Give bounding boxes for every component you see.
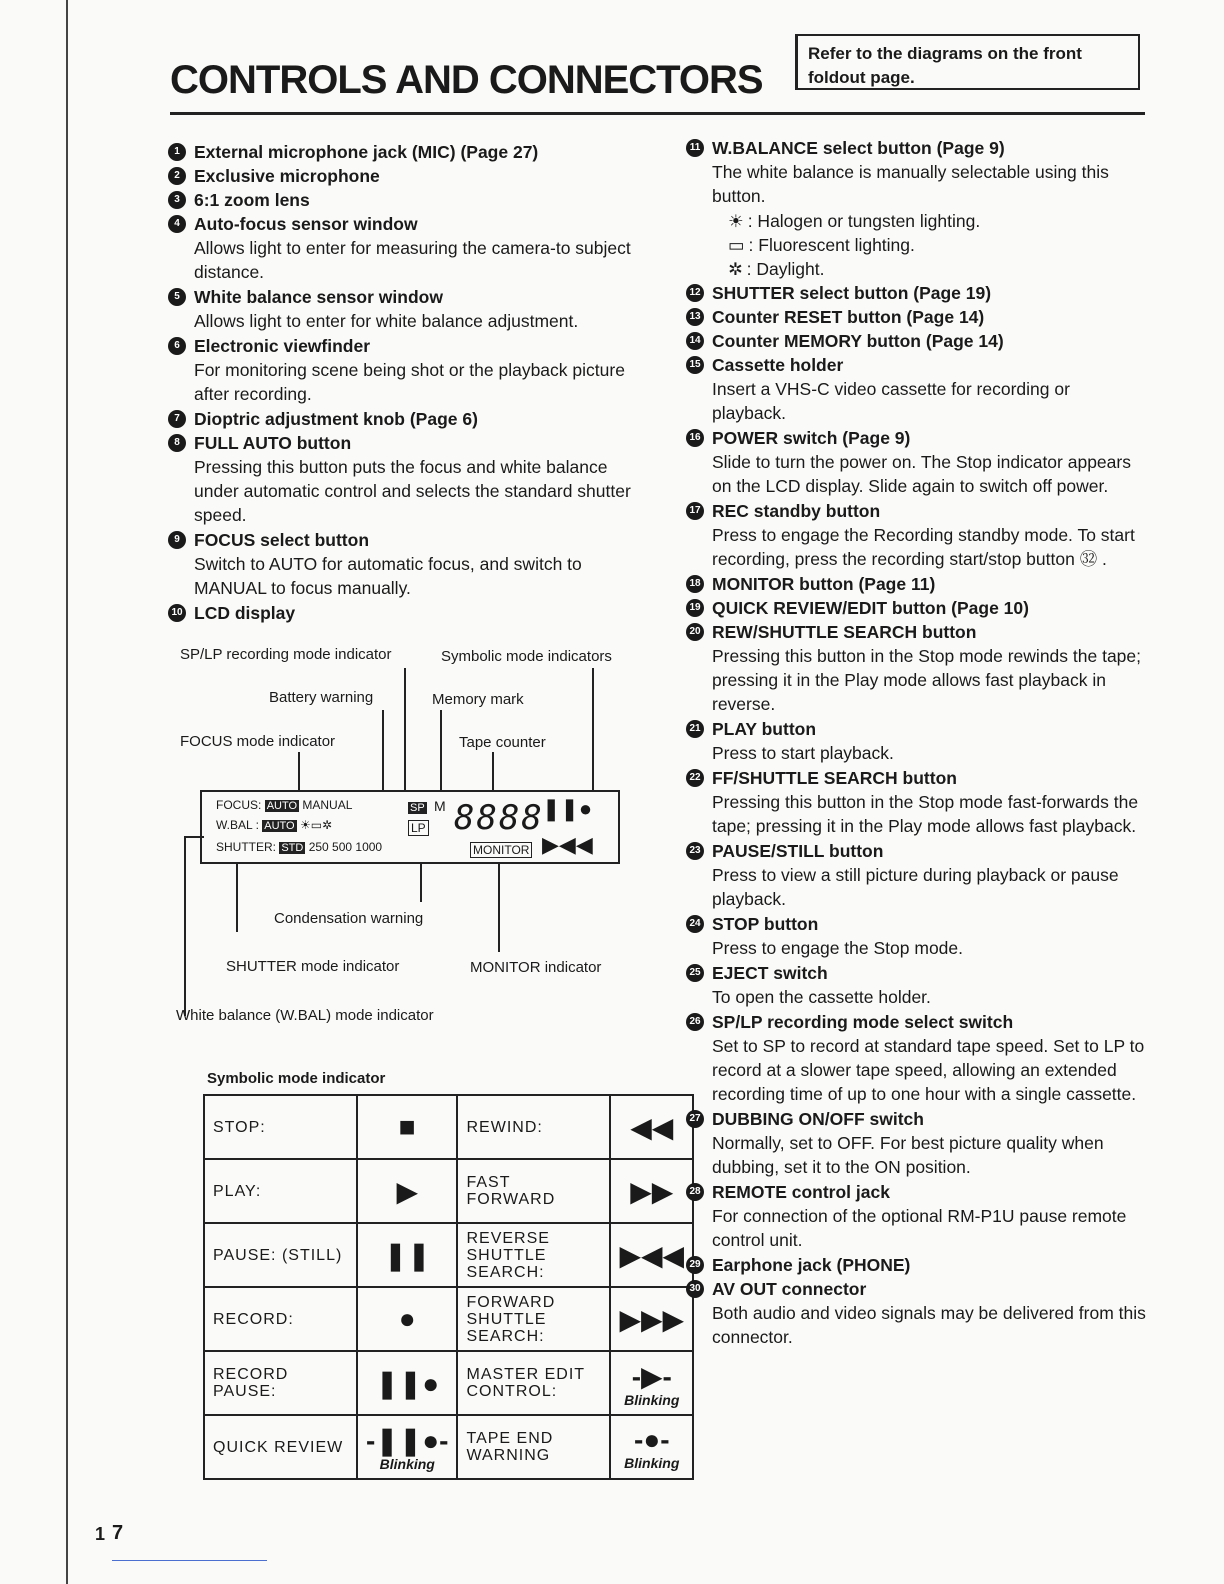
item-description: Pressing this button puts the focus and white balance under automatic control and selects the standard shutter speed. xyxy=(194,457,631,525)
item-number-badge: 10 xyxy=(168,604,186,622)
list-item xyxy=(686,281,1148,305)
item-number-badge: 8 xyxy=(168,434,186,452)
mode-name-cell xyxy=(204,1351,357,1415)
item-number-badge: 23 xyxy=(686,842,704,860)
leader-shutter xyxy=(236,862,238,932)
lcd-focus-auto: AUTO xyxy=(266,800,298,812)
item-description: The white balance is manually selectable using this button. xyxy=(712,162,1109,206)
lcd-diagram xyxy=(170,640,640,1030)
item-label: FULL AUTO button xyxy=(194,433,352,453)
item-label: EJECT switch xyxy=(712,963,828,983)
mode-symbol-icon: -●- xyxy=(634,1424,670,1455)
mode-name-cell xyxy=(457,1159,610,1223)
item-label: REW/SHUTTLE SEARCH button xyxy=(712,622,977,642)
leader-wbal-h xyxy=(184,836,204,838)
list-item xyxy=(686,620,1148,644)
lcd-wbal-row xyxy=(216,818,332,832)
title-rule xyxy=(170,112,1145,115)
leader-wbal xyxy=(184,836,186,1016)
mode-symbol-cell xyxy=(610,1415,693,1479)
lcd-monitor: MONITOR xyxy=(470,842,532,858)
lcd-sp xyxy=(408,800,427,814)
mode-symbol-cell xyxy=(610,1095,693,1159)
item-description: Both audio and video signals may be delivered from this connector. xyxy=(712,1303,1146,1347)
list-item xyxy=(168,140,638,164)
list-item xyxy=(686,1180,1148,1204)
leader-monitor xyxy=(498,862,500,952)
item-description: Switch to AUTO for automatic focus, and switch to MANUAL to focus manually. xyxy=(194,554,582,598)
lcd-shutter-row xyxy=(216,840,382,854)
item-description: Slide to turn the power on. The Stop indicator appears on the LCD display. Slide again to switch off power. xyxy=(712,452,1131,496)
page-number: 7 xyxy=(112,1522,124,1544)
mode-symbol-icon: -❚❚●- xyxy=(366,1424,449,1456)
lcd-focus-row xyxy=(216,798,352,812)
list-item xyxy=(168,601,638,625)
refer-note-box: Refer to the diagrams on the front foldout page. xyxy=(795,34,1140,90)
lcd-counter: 8888 xyxy=(454,798,544,838)
list-item xyxy=(686,1277,1148,1301)
list-item xyxy=(686,961,1148,985)
page-margin-number: 1 xyxy=(95,1524,106,1544)
item-label: STOP button xyxy=(712,914,819,934)
mode-name-cell xyxy=(204,1159,357,1223)
item-description: Press to engage the Stop mode. xyxy=(712,938,963,958)
mode-name-cell xyxy=(457,1223,610,1287)
mode-name-cell xyxy=(457,1351,610,1415)
leader-condensation xyxy=(420,862,422,902)
item-label: FF/SHUTTLE SEARCH button xyxy=(712,768,957,788)
lcd-sp-text: SP xyxy=(410,802,425,814)
mode-name: QUICK REVIEW xyxy=(213,1438,344,1456)
item-label: Counter MEMORY button (Page 14) xyxy=(712,331,1004,351)
item-description: Normally, set to OFF. For best picture quality when dubbing, set it to the ON position. xyxy=(712,1133,1104,1177)
mode-name-cell xyxy=(204,1415,357,1479)
item-label: Counter RESET button (Page 14) xyxy=(712,307,985,327)
mode-name-cell xyxy=(457,1415,610,1479)
label-monitor-ind: MONITOR indicator xyxy=(470,959,602,976)
mode-name: PAUSE: (STILL) xyxy=(213,1246,343,1264)
mode-name: TAPE END WARNING xyxy=(466,1430,554,1464)
item-label: Electronic viewfinder xyxy=(194,336,371,356)
lcd-memory-m: M xyxy=(434,798,446,814)
list-item xyxy=(686,329,1148,353)
lcd-shutter-speeds: 250 500 1000 xyxy=(308,840,383,854)
mode-symbol-cell xyxy=(357,1095,457,1159)
leader-battery xyxy=(382,710,384,792)
page-title: CONTROLS AND CONNECTORS xyxy=(170,58,763,102)
lcd-focus-label: FOCUS: xyxy=(216,798,262,812)
item-label: Exclusive microphone xyxy=(194,166,380,186)
item-label: PAUSE/STILL button xyxy=(712,841,884,861)
lcd-focus-manual: MANUAL xyxy=(302,798,353,812)
mode-name: FAST FORWARD xyxy=(466,1174,556,1208)
list-item xyxy=(686,426,1148,450)
mode-name-cell xyxy=(204,1223,357,1287)
mode-symbol-cell xyxy=(610,1159,693,1223)
item-label: PLAY button xyxy=(712,719,817,739)
item-label: SP/LP recording mode select switch xyxy=(712,1012,1014,1032)
label-memory: Memory mark xyxy=(432,691,524,708)
lcd-wbal-icons: ☀▭✲ xyxy=(299,818,333,832)
item-number-badge: 27 xyxy=(686,1110,704,1128)
lcd-panel xyxy=(200,790,620,864)
mode-symbol-cell xyxy=(357,1351,457,1415)
leader-counter xyxy=(492,752,494,792)
list-item xyxy=(686,1107,1148,1131)
mode-name: PLAY: xyxy=(213,1182,262,1200)
table-row xyxy=(204,1223,693,1287)
mode-name: REVERSE SHUTTLE SEARCH: xyxy=(466,1229,550,1281)
item-label: DUBBING ON/OFF switch xyxy=(712,1109,924,1129)
list-item xyxy=(686,839,1148,863)
item-description: Insert a VHS-C video cassette for recording or playback. xyxy=(712,379,1070,423)
item-label: QUICK REVIEW/EDIT button (Page 10) xyxy=(712,598,1029,618)
item-number-badge: 22 xyxy=(686,769,704,787)
list-item xyxy=(686,717,1148,741)
item-number-badge: 21 xyxy=(686,720,704,738)
list-item xyxy=(686,1253,1148,1277)
item-number-badge: 15 xyxy=(686,356,704,374)
item-description: Set to SP to record at standard tape speed. Set to LP to record at a slower tape speed, allowing an extended recording time of up to one hour with a single cassette. xyxy=(712,1036,1145,1104)
symbolic-table xyxy=(203,1094,694,1480)
label-condensation: Condensation warning xyxy=(274,910,424,927)
list-item xyxy=(168,212,638,236)
wb-mode-icon: ✲ xyxy=(728,259,743,279)
list-item xyxy=(686,1010,1148,1034)
item-number-badge: 20 xyxy=(686,623,704,641)
item-number-badge: 11 xyxy=(686,139,704,157)
item-label: Dioptric adjustment knob (Page 6) xyxy=(194,409,478,429)
item-description: Pressing this button in the Stop mode rewinds the tape; pressing it in the Play mode allows fast playback in reverse. xyxy=(712,646,1142,714)
wb-mode-line xyxy=(686,233,1148,257)
mode-name-cell xyxy=(457,1287,610,1351)
list-item xyxy=(686,499,1148,523)
item-label: FOCUS select button xyxy=(194,530,370,550)
item-description: Press to engage the Recording standby mode. To start recording, press the recording start/stop button ㉜ . xyxy=(712,525,1135,569)
item-number-badge: 9 xyxy=(168,531,186,549)
item-number-badge: 28 xyxy=(686,1183,704,1201)
table-row xyxy=(204,1415,693,1479)
wb-mode-icon: ☀ xyxy=(728,211,744,231)
mode-name-cell xyxy=(204,1287,357,1351)
list-item xyxy=(168,431,638,455)
item-label: SHUTTER select button (Page 19) xyxy=(712,283,992,303)
list-item xyxy=(686,572,1148,596)
symbolic-table-title: Symbolic mode indicator xyxy=(207,1070,386,1087)
item-label: Cassette holder xyxy=(712,355,844,375)
item-number-badge: 30 xyxy=(686,1280,704,1298)
mode-symbol-cell xyxy=(357,1287,457,1351)
mode-name: RECORD PAUSE: xyxy=(213,1366,289,1400)
left-column xyxy=(168,140,638,625)
item-number-badge: 13 xyxy=(686,308,704,326)
item-number-badge: 26 xyxy=(686,1013,704,1031)
item-label: W.BALANCE select button (Page 9) xyxy=(712,138,1005,158)
label-wbal-mode: White balance (W.BAL) mode indicator xyxy=(176,1007,434,1024)
mode-name: MASTER EDIT CONTROL: xyxy=(466,1366,585,1400)
list-item xyxy=(686,353,1148,377)
list-item xyxy=(168,285,638,309)
mode-symbol-cell xyxy=(610,1223,693,1287)
item-number-badge: 2 xyxy=(168,167,186,185)
mode-symbol-icon: ▶◀◀ xyxy=(619,1239,685,1271)
mode-symbol-icon: ❚❚ xyxy=(383,1239,431,1271)
item-number-badge: 7 xyxy=(168,410,186,428)
item-number-badge: 14 xyxy=(686,332,704,350)
item-number-badge: 1 xyxy=(168,143,186,161)
mode-name-cell xyxy=(457,1095,610,1159)
item-label: White balance sensor window xyxy=(194,287,443,307)
item-number-badge: 6 xyxy=(168,337,186,355)
list-item xyxy=(168,334,638,358)
leader-memory xyxy=(440,710,442,792)
mode-symbol-cell xyxy=(357,1223,457,1287)
list-item xyxy=(168,188,638,212)
item-description: Pressing this button in the Stop mode fast-forwards the tape; pressing it in the Play mode allows fast playback. xyxy=(712,792,1139,836)
mode-symbol-icon: ◀◀ xyxy=(630,1111,674,1143)
mode-symbol-icon: -▶- xyxy=(631,1360,672,1392)
list-item xyxy=(686,596,1148,620)
mode-symbol-icon: ● xyxy=(398,1303,416,1334)
label-splp: SP/LP recording mode indicator xyxy=(180,646,392,663)
right-column xyxy=(686,136,1148,1350)
item-description: Allows light to enter for white balance adjustment. xyxy=(194,311,579,331)
item-label: REMOTE control jack xyxy=(712,1182,890,1202)
leader-symbolic xyxy=(592,668,594,792)
item-label: MONITOR button (Page 11) xyxy=(712,574,936,594)
leader-splp xyxy=(404,668,406,792)
mode-symbol-icon: ▶▶ xyxy=(630,1175,674,1207)
list-item xyxy=(686,912,1148,936)
list-item xyxy=(168,528,638,552)
item-number-badge: 16 xyxy=(686,429,704,447)
mode-symbol-icon: ▶▶▶ xyxy=(619,1303,685,1335)
blinking-note: Blinking xyxy=(624,1391,680,1408)
item-description: Press to start playback. xyxy=(712,743,894,763)
item-number-badge: 12 xyxy=(686,284,704,302)
wb-mode-line xyxy=(686,209,1148,233)
mode-name: FORWARD SHUTTLE SEARCH: xyxy=(466,1293,556,1345)
blinking-note: Blinking xyxy=(379,1455,435,1472)
item-number-badge: 19 xyxy=(686,599,704,617)
list-item xyxy=(168,407,638,431)
table-row xyxy=(204,1287,693,1351)
item-label: External microphone jack (MIC) (Page 27) xyxy=(194,142,539,162)
label-symbolic: Symbolic mode indicators xyxy=(441,648,612,665)
item-number-badge: 3 xyxy=(168,191,186,209)
item-number-badge: 29 xyxy=(686,1256,704,1274)
item-description: Press to view a still picture during playback or pause playback. xyxy=(712,865,1119,909)
lcd-wbal-auto: AUTO xyxy=(264,820,295,832)
label-shutter-mode: SHUTTER mode indicator xyxy=(226,958,400,975)
item-label: 6:1 zoom lens xyxy=(194,190,310,210)
leader-focus xyxy=(298,752,300,792)
lcd-shutter-label: SHUTTER: xyxy=(216,840,276,854)
mode-symbol-icon: ❚❚● xyxy=(375,1367,440,1399)
page-edge-line xyxy=(66,0,68,1584)
item-label: AV OUT connector xyxy=(712,1279,867,1299)
item-description: For monitoring scene being shot or the playback picture after recording. xyxy=(194,360,625,404)
bottom-line xyxy=(112,1560,267,1561)
item-description: For connection of the optional RM-P1U pause remote control unit. xyxy=(712,1206,1127,1250)
table-row xyxy=(204,1159,693,1223)
item-number-badge: 25 xyxy=(686,964,704,982)
item-number-badge: 18 xyxy=(686,575,704,593)
mode-symbol-cell xyxy=(610,1287,693,1351)
lcd-wbal-label: W.BAL : xyxy=(216,818,259,832)
item-number-badge: 4 xyxy=(168,215,186,233)
mode-name-cell xyxy=(204,1095,357,1159)
mode-name: RECORD: xyxy=(213,1310,294,1328)
item-label: LCD display xyxy=(194,603,296,623)
lcd-symbolic-top: ❚❚● xyxy=(542,796,593,821)
mode-name: REWIND: xyxy=(466,1118,543,1136)
lcd-lp: LP xyxy=(408,820,429,836)
item-number-badge: 17 xyxy=(686,502,704,520)
mode-name: STOP: xyxy=(213,1118,266,1136)
wb-mode-text: : Halogen or tungsten lighting. xyxy=(747,211,981,231)
mode-symbol-cell xyxy=(357,1415,457,1479)
label-focus-mode: FOCUS mode indicator xyxy=(180,733,336,750)
wb-mode-icon: ▭ xyxy=(728,235,745,255)
wb-mode-line xyxy=(686,257,1148,281)
lcd-shutter-std: STD xyxy=(281,842,304,854)
list-item xyxy=(168,164,638,188)
table-row xyxy=(204,1095,693,1159)
mode-symbol-cell xyxy=(357,1159,457,1223)
mode-symbol-icon: ▶ xyxy=(396,1175,419,1207)
mode-symbol-icon: ■ xyxy=(398,1111,416,1142)
list-item xyxy=(686,305,1148,329)
item-label: REC standby button xyxy=(712,501,881,521)
item-description: To open the cassette holder. xyxy=(712,987,931,1007)
item-description: Allows light to enter for measuring the camera-to subject distance. xyxy=(194,238,631,282)
item-number-badge: 5 xyxy=(168,288,186,306)
blinking-note: Blinking xyxy=(624,1455,680,1471)
wb-mode-text: : Fluorescent lighting. xyxy=(748,235,915,255)
item-number-badge: 24 xyxy=(686,915,704,933)
table-row xyxy=(204,1351,693,1415)
label-tape-counter: Tape counter xyxy=(459,734,546,751)
wb-mode-text: : Daylight. xyxy=(746,259,825,279)
lcd-symbolic-bottom: ▶◀◀ xyxy=(542,832,593,857)
list-item xyxy=(686,766,1148,790)
mode-symbol-cell xyxy=(610,1351,693,1415)
item-label: Earphone jack (PHONE) xyxy=(712,1255,911,1275)
item-label: POWER switch (Page 9) xyxy=(712,428,911,448)
item-label: Auto-focus sensor window xyxy=(194,214,418,234)
list-item xyxy=(686,136,1148,160)
label-battery: Battery warning xyxy=(269,689,374,706)
